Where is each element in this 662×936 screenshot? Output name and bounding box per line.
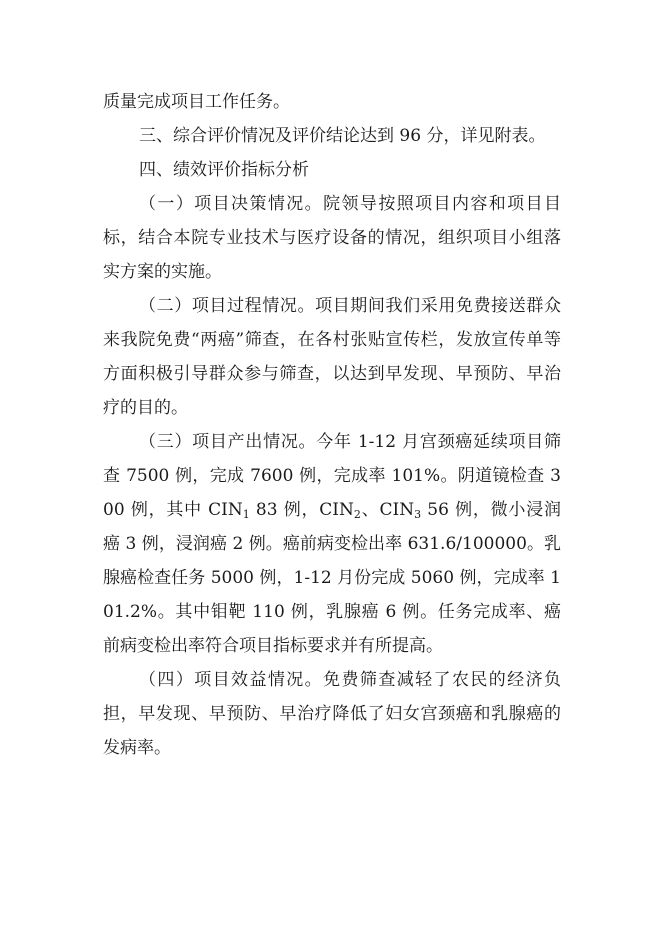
section-4-heading: 四、绩效评价指标分析 bbox=[139, 160, 309, 180]
output-text-2: 83 例，CIN bbox=[249, 500, 354, 520]
output-text-4: 56 例，微小浸润癌 3 例，浸润癌 2 例。癌前病变检出率 631.6/100000。乳腺癌检查任务 5000 例，1-12 月份完成 5060 例，完成率 101.2%。其中钼靶 110 例，乳腺癌 6 例。任务完成率、癌前病变检出率符合项目指标要求并有所提高。 bbox=[103, 500, 561, 656]
cin2-subscript: 2 bbox=[353, 508, 361, 521]
process-paragraph: （二）项目过程情况。项目期间我们采用免费接送群众来我院免费“两癌”筛查，在各村张贴宣传栏，发放宣传单等方面积极引导群众参与筛查，以达到早发现、早预防、早治疗的目的。 bbox=[103, 296, 561, 418]
continuation-paragraph: 质量完成项目工作任务。 bbox=[103, 92, 290, 112]
output-text-1: （三）项目产出情况。今年 1-12 月宫颈癌延续项目筛查 7500 例，完成 7600 例，完成率 101%。阴道镜检查 300 例，其中 CIN bbox=[103, 432, 561, 520]
cin3-subscript: 3 bbox=[414, 508, 422, 521]
output-text-3: 、CIN bbox=[360, 500, 415, 520]
section-3-paragraph: 三、综合评价情况及评价结论达到 96 分，详见附表。 bbox=[139, 126, 546, 146]
cin1-subscript: 1 bbox=[242, 508, 250, 521]
benefit-paragraph: （四）项目效益情况。免费筛查减轻了农民的经济负担，早发现、早预防、早治疗降低了妇女宫颈癌和乳腺癌的发病率。 bbox=[103, 670, 561, 758]
output-paragraph bbox=[103, 425, 561, 663]
decision-paragraph: （一）项目决策情况。院领导按照项目内容和项目目标，结合本院专业技术与医疗设备的情况，组织项目小组落实方案的实施。 bbox=[103, 194, 561, 282]
document-body bbox=[103, 85, 561, 765]
